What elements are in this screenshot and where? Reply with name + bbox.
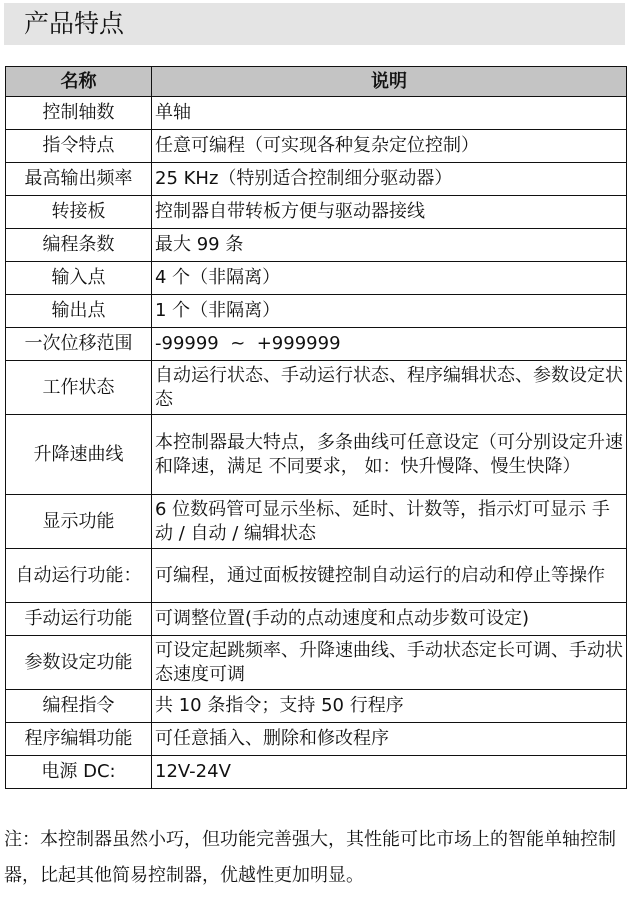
row-desc: 自动运行状态、手动运行状态、程序编辑状态、参数设定状态: [152, 361, 627, 415]
table-row: [6, 495, 627, 549]
header-desc: 说明: [152, 67, 627, 97]
row-desc: 共 10 条指令；支持 50 行程序: [152, 690, 627, 723]
row-desc: 可调整位置(手动的点动速度和点动步数可设定): [152, 603, 627, 636]
row-name: 升降速曲线: [6, 415, 152, 495]
table-row: [6, 262, 627, 295]
row-name: 控制轴数: [6, 97, 152, 130]
row-name: 程序编辑功能: [6, 723, 152, 756]
table-row: [6, 361, 627, 415]
feature-table: [5, 66, 627, 789]
row-desc: 4 个（非隔离）: [152, 262, 627, 295]
table-row: [6, 690, 627, 723]
row-desc: 单轴: [152, 97, 627, 130]
table-row: [6, 97, 627, 130]
header-name: 名称: [6, 67, 152, 97]
row-name: 参数设定功能: [6, 636, 152, 690]
table-row: [6, 229, 627, 262]
row-name: 手动运行功能: [6, 603, 152, 636]
row-name: 显示功能: [6, 495, 152, 549]
row-desc: 25 KHz（特别适合控制细分驱动器）: [152, 163, 627, 196]
table-row: [6, 549, 627, 603]
table-row: [6, 603, 627, 636]
row-desc: 可编程，通过面板按键控制自动运行的启动和停止等操作: [152, 549, 627, 603]
row-desc: -99999 ~ +999999: [152, 328, 627, 361]
table-row: [6, 723, 627, 756]
row-name: 电源 DC:: [6, 756, 152, 789]
row-desc: 最大 99 条: [152, 229, 627, 262]
table-row: [6, 163, 627, 196]
table-row: [6, 756, 627, 789]
row-name: 一次位移范围: [6, 328, 152, 361]
section-header: [4, 3, 625, 45]
row-desc: 控制器自带转板方便与驱动器接线: [152, 196, 627, 229]
row-desc: 1 个（非隔离）: [152, 295, 627, 328]
row-desc: 本控制器最大特点，多条曲线可任意设定（可分别设定升速和降速，满足 不同要求， 如：快升慢降、慢生快降）: [152, 415, 627, 495]
row-name: 转接板: [6, 196, 152, 229]
row-desc: 6 位数码管可显示坐标、延时、计数等，指示灯可显示 手动 / 自动 / 编辑状态: [152, 495, 627, 549]
row-name: 编程条数: [6, 229, 152, 262]
row-name: 自动运行功能：: [6, 549, 152, 603]
table-row: [6, 415, 627, 495]
row-name: 输入点: [6, 262, 152, 295]
table-row: [6, 636, 627, 690]
table-row: [6, 196, 627, 229]
row-desc: 可设定起跳频率、升降速曲线、手动状态定长可调、手动状态速度可调: [152, 636, 627, 690]
table-row: [6, 295, 627, 328]
row-name: 指令特点: [6, 130, 152, 163]
table-header-row: [6, 67, 627, 97]
row-desc: 12V-24V: [152, 756, 627, 789]
row-desc: 可任意插入、删除和修改程序: [152, 723, 627, 756]
section-title: 产品特点: [24, 9, 125, 38]
table-row: [6, 328, 627, 361]
row-desc: 任意可编程（可实现各种复杂定位控制）: [152, 130, 627, 163]
row-name: 输出点: [6, 295, 152, 328]
row-name: 最高输出频率: [6, 163, 152, 196]
table-row: [6, 130, 627, 163]
row-name: 工作状态: [6, 361, 152, 415]
footnote: 注：本控制器虽然小巧，但功能完善强大，其性能可比市场上的智能单轴控制器，比起其他简易控制器，优越性更加明显。: [4, 829, 616, 886]
row-name: 编程指令: [6, 690, 152, 723]
